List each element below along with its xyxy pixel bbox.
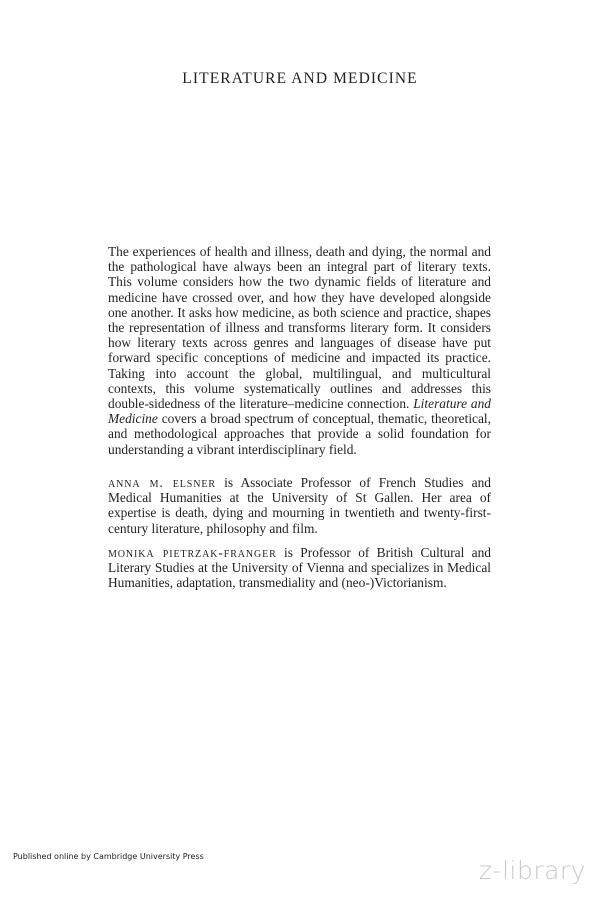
book-description <box>108 244 491 457</box>
series-title: LITERATURE AND MEDICINE <box>182 70 418 87</box>
publisher-footer-note: Published online by Cambridge University Press <box>13 852 204 861</box>
description-text-end: covers a broad spectrum of conceptual, thematic, theoretical, and methodological approaches that provide a solid foundation for understanding a vibrant interdisciplinary field. <box>108 411 491 457</box>
description-text-start: The experiences of health and illness, death and dying, the normal and the pathological have always been an integral part of literary texts. This volume considers how the two dynamic fields of literature and medicine have crossed over, and how they have developed alongside one another. It asks how medicine, as both science and practice, shapes the representation of illness and transforms literary form. It considers how literary texts across genres and languages of disease have put forward specific conceptions of medicine and impacted its practice. Taking into account the global, multilingual, and multicultural contexts, this volume systematically outlines and addresses this double-sidedness of the literature–medicine connection. <box>108 244 491 412</box>
book-title-italic: Literature and Medicine <box>108 396 491 427</box>
editor-bio-elsner <box>108 475 491 536</box>
editor-bio-text: is Professor of British Cultural and Literary Studies at the University of Vienna and specializes in Medical Humanities, adaptation, transmediality and (neo-)Victorianism. <box>108 545 491 591</box>
editor-bio-text: is Associate Professor of French Studies and Medical Humanities at the University of St Gallen. Her area of expertise is death, dying and mourning in twentieth and twenty-first-century literature, philosophy and film. <box>108 475 491 536</box>
description-paragraph <box>108 244 491 457</box>
editor-bio-pietrzak-franger <box>108 545 491 591</box>
editor-name: anna m. elsner <box>108 475 216 490</box>
editor-name: monika pietrzak-franger <box>108 545 277 560</box>
library-watermark: z-library <box>478 856 586 885</box>
